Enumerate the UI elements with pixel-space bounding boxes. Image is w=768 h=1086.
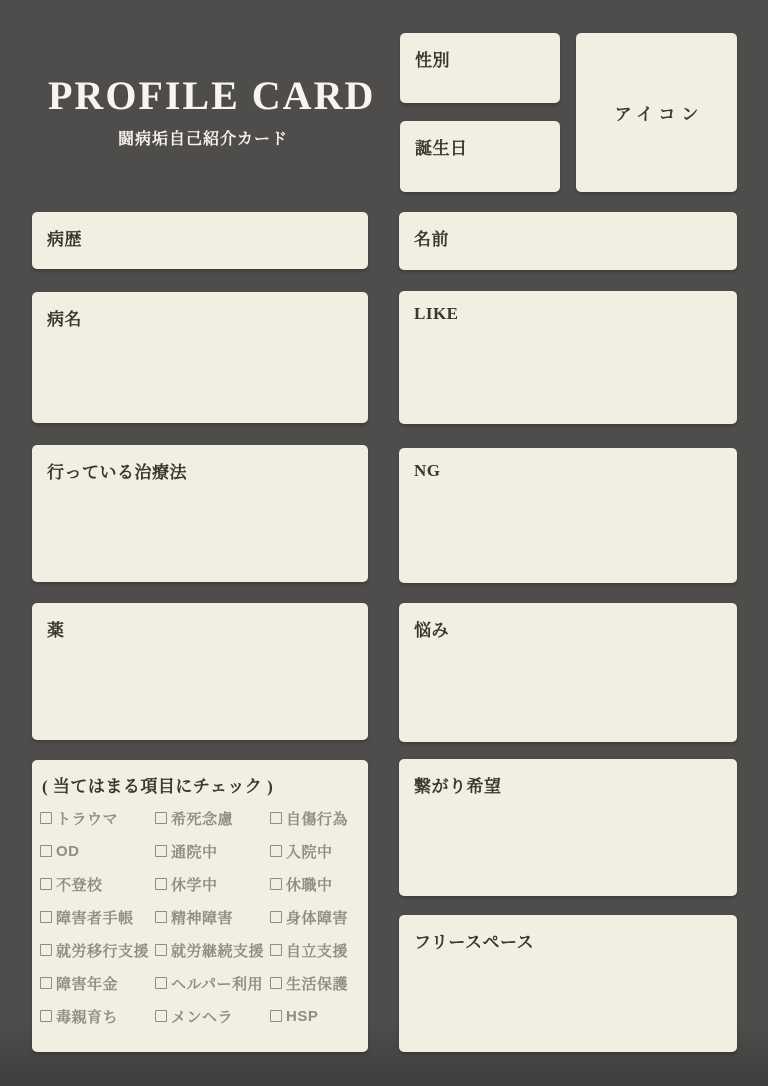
checkbox-label: 毒親育ち xyxy=(56,1008,119,1026)
checkbox-icon[interactable] xyxy=(155,977,167,989)
field-label-birthday: 誕生日 xyxy=(415,139,468,158)
field-box-name[interactable] xyxy=(399,212,737,270)
field-box-treatment[interactable] xyxy=(32,445,368,582)
field-label-ng: NG xyxy=(414,461,441,480)
checkbox-label: OD xyxy=(56,842,80,860)
checkbox-icon[interactable] xyxy=(40,944,52,956)
checkbox-item-work-leave[interactable] xyxy=(270,873,368,895)
checkbox-label: 就労移行支援 xyxy=(56,942,150,960)
checkbox-icon[interactable] xyxy=(270,944,282,956)
checkbox-item-menhera[interactable] xyxy=(155,1005,270,1027)
checkbox-item-physical-disability[interactable] xyxy=(270,906,368,928)
checkbox-label: HSP xyxy=(286,1007,319,1025)
field-box-like[interactable] xyxy=(399,291,737,424)
page-subtitle: 闘病垢自己紹介カード xyxy=(117,131,288,148)
checkbox-label: 自傷行為 xyxy=(286,810,349,828)
field-label-medicine: 薬 xyxy=(47,621,65,640)
checkbox-icon[interactable] xyxy=(270,812,282,824)
checkbox-label: 障害年金 xyxy=(56,975,119,993)
checkbox-icon[interactable] xyxy=(155,878,167,890)
checkbox-item-helper-use[interactable] xyxy=(155,972,270,994)
field-label-name: 名前 xyxy=(414,230,449,249)
field-box-connect-hope[interactable] xyxy=(399,759,737,896)
checklist-panel xyxy=(32,760,368,1052)
checkbox-label: トラウマ xyxy=(56,810,119,828)
checkbox-item-employment-continuation-support[interactable] xyxy=(155,939,270,961)
checkbox-label: 通院中 xyxy=(171,843,218,861)
checkbox-item-school-refusal[interactable] xyxy=(40,873,155,895)
field-box-icon[interactable] xyxy=(576,33,737,192)
checkbox-item-mental-disability[interactable] xyxy=(155,906,270,928)
checkbox-item-hospitalized[interactable] xyxy=(270,840,368,862)
checkbox-label: 身体障害 xyxy=(286,909,349,927)
field-box-ng[interactable] xyxy=(399,448,737,583)
checkbox-label: メンヘラ xyxy=(171,1008,234,1026)
checkbox-icon[interactable] xyxy=(40,977,52,989)
checkbox-label: 入院中 xyxy=(286,843,333,861)
checkbox-label: 休学中 xyxy=(171,876,218,894)
checkbox-item-independence-support[interactable] xyxy=(270,939,368,961)
checkbox-label: 不登校 xyxy=(56,876,103,894)
checkbox-icon[interactable] xyxy=(40,911,52,923)
checkbox-icon[interactable] xyxy=(40,1010,52,1022)
checkbox-item-outpatient[interactable] xyxy=(155,840,270,862)
page-title: PROFILE CARD xyxy=(48,73,376,118)
checklist-grid xyxy=(40,807,368,1027)
checkbox-icon[interactable] xyxy=(270,911,282,923)
checkbox-icon[interactable] xyxy=(155,944,167,956)
checkbox-label: 希死念慮 xyxy=(171,810,234,828)
checkbox-item-employment-transition-support[interactable] xyxy=(40,939,155,961)
checkbox-icon[interactable] xyxy=(270,845,282,857)
checkbox-label: 休職中 xyxy=(286,876,333,894)
checkbox-item-school-leave[interactable] xyxy=(155,873,270,895)
field-label-history: 病歴 xyxy=(47,230,82,249)
field-box-medicine[interactable] xyxy=(32,603,368,740)
checkbox-item-trauma[interactable] xyxy=(40,807,155,829)
checkbox-item-disability-pension[interactable] xyxy=(40,972,155,994)
field-box-disease[interactable] xyxy=(32,292,368,423)
checkbox-item-toxic-parents[interactable] xyxy=(40,1005,155,1027)
checkbox-icon[interactable] xyxy=(270,878,282,890)
checkbox-label: 精神障害 xyxy=(171,909,234,927)
field-label-like: LIKE xyxy=(414,304,459,323)
checkbox-item-suicidal-ideation[interactable] xyxy=(155,807,270,829)
checkbox-label: 障害者手帳 xyxy=(56,909,134,927)
checklist-heading: ( 当てはまる項目にチェック ) xyxy=(42,777,274,796)
field-box-birthday[interactable] xyxy=(400,121,560,192)
checkbox-icon[interactable] xyxy=(40,845,52,857)
checkbox-icon[interactable] xyxy=(40,878,52,890)
checkbox-item-self-harm[interactable] xyxy=(270,807,368,829)
checkbox-label: ヘルパー利用 xyxy=(171,975,263,993)
field-box-free-space[interactable] xyxy=(399,915,737,1052)
checkbox-icon[interactable] xyxy=(155,812,167,824)
checkbox-item-hsp[interactable] xyxy=(270,1005,368,1027)
field-label-disease: 病名 xyxy=(47,310,82,329)
checkbox-label: 生活保護 xyxy=(286,975,349,993)
field-label-worries: 悩み xyxy=(414,621,449,640)
checkbox-icon[interactable] xyxy=(40,812,52,824)
checkbox-item-od[interactable] xyxy=(40,840,155,862)
checkbox-item-disability-certificate[interactable] xyxy=(40,906,155,928)
checkbox-icon[interactable] xyxy=(155,1010,167,1022)
checkbox-item-welfare[interactable] xyxy=(270,972,368,994)
field-label-treatment: 行っている治療法 xyxy=(47,463,187,482)
field-label-gender: 性別 xyxy=(415,51,450,70)
field-box-history[interactable] xyxy=(32,212,368,269)
field-label-connect-hope: 繋がり希望 xyxy=(414,777,502,796)
field-label-icon: アイコン xyxy=(614,105,705,124)
checkbox-label: 就労継続支援 xyxy=(171,942,265,960)
field-box-worries[interactable] xyxy=(399,603,737,742)
checkbox-icon[interactable] xyxy=(270,977,282,989)
checkbox-icon[interactable] xyxy=(270,1010,282,1022)
field-box-gender[interactable] xyxy=(400,33,560,103)
checkbox-label: 自立支援 xyxy=(286,942,349,960)
checkbox-icon[interactable] xyxy=(155,911,167,923)
checkbox-icon[interactable] xyxy=(155,845,167,857)
field-label-free-space: フリースペース xyxy=(414,933,535,952)
